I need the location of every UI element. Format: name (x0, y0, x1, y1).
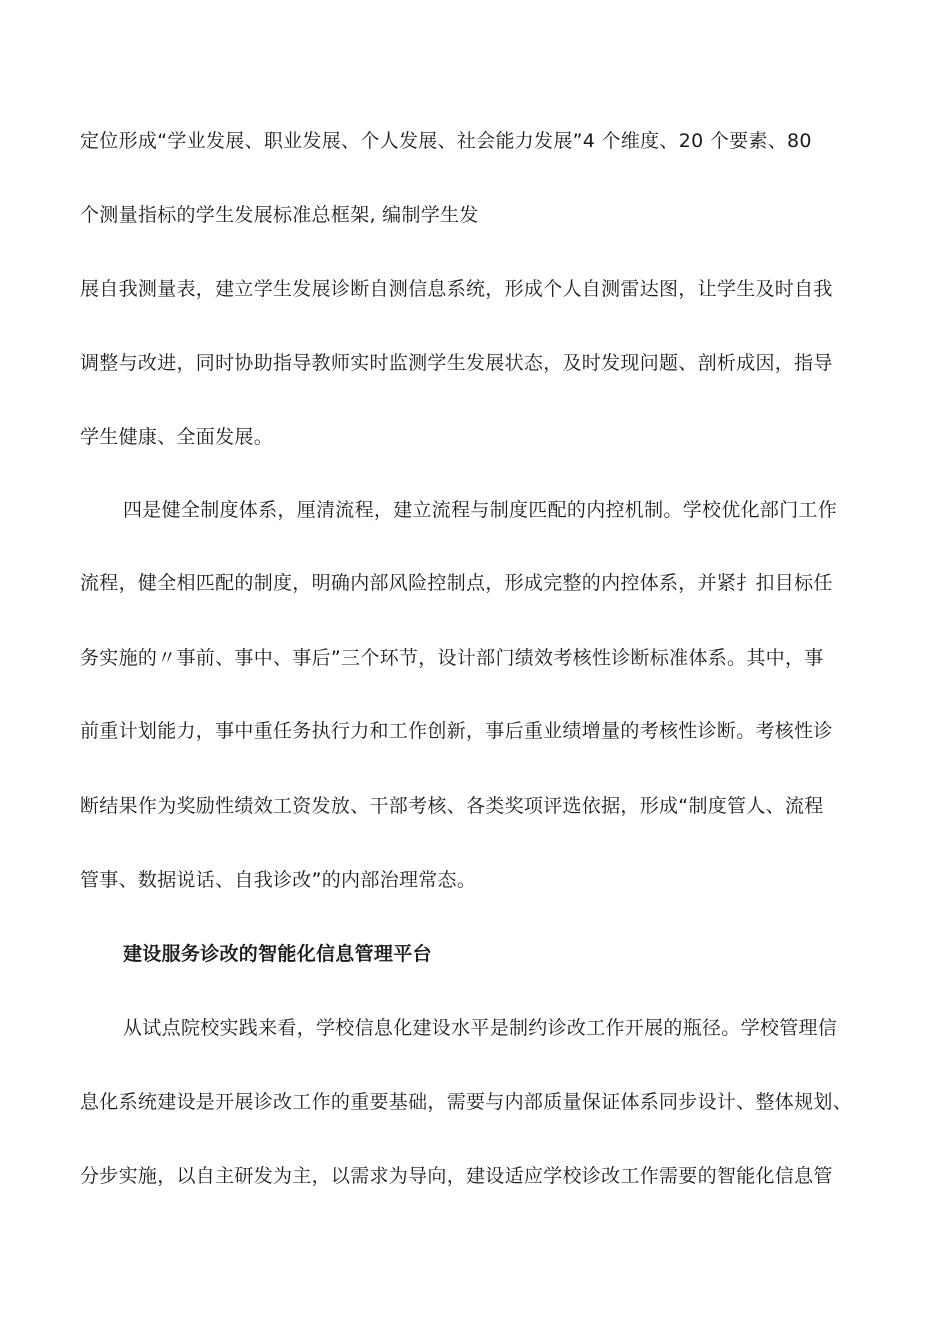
paragraph-2-line-5: 断结果作为奖励性绩效工资发放、干部考核、各类奖项评选依据，形成“制度管人、流程 (80, 795, 824, 817)
paragraph-2-line-2: 流程，健全相匹配的制度，明确内部风险控制点，形成完整的内控体系，并紧扌扣目标任 (80, 572, 833, 594)
paragraph-1-line-5: 学生健康、全面发展。 (80, 426, 274, 448)
paragraph-2-line-3: 务实施的〃事前、事中、事后”三个环节，设计部门绩效考核性诊断标准体系。其中，事 (80, 647, 824, 669)
paragraph-3-line-2: 息化系统建设是开展诊改工作的重要基础，需要与内部质量保证体系同步设计、整体规划、 (80, 1091, 853, 1113)
section-heading: 建设服务诊改的智能化信息管理平台 (123, 943, 432, 965)
paragraph-1-line-4: 调整与改进，同时协助指导教师实时监测学生发展状态，及时发现问题、剖析成因，指导 (80, 352, 833, 374)
paragraph-3-line-3: 分步实施，以自主研发为主，以需求为导向，建设适应学校诊改工作需要的智能化信息管 (80, 1165, 833, 1187)
paragraph-3-line-1: 从试点院校实践来看，学校信息化建设水平是制约诊改工作开展的瓶径。学校管理信 (123, 1017, 838, 1039)
paragraph-2-line-4: 前重计划能力，事中重任务执行力和工作创新，事后重业绩增量的考核性诊断。考核性诊 (80, 720, 833, 742)
paragraph-1-line-2: 个测量指标的学生发展标准总框架, 编制学生发 (80, 204, 479, 226)
paragraph-1-line-3: 展自我测量表，建立学生发展诊断自测信息系统，形成个人自测雷达图，让学生及时自我 (80, 278, 833, 300)
paragraph-1-line-1: 定位形成“学业发展、职业发展、个人发展、社会能力发展”4 个维度、20 个要素、80 (80, 130, 812, 152)
paragraph-2-line-6: 管事、数据说话、自我诊改”的内部治理常态。 (80, 869, 477, 891)
paragraph-2-line-1: 四是健全制度体系，厘清流程，建立流程与制度匹配的内控机制。学校优化部门工作 (123, 499, 838, 521)
